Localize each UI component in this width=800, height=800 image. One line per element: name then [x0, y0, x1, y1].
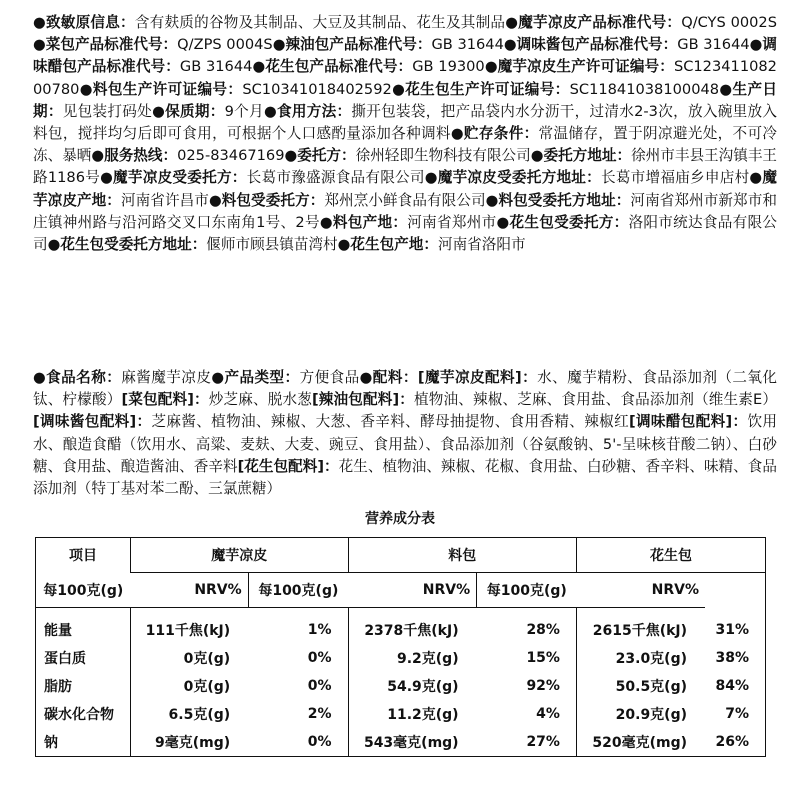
product-info-paragraph [33, 12, 777, 256]
info-value: SC12341108200780 [33, 58, 777, 98]
per100-value: 520毫克(mg) [576, 728, 705, 757]
info-label: ●花生包受委托方： [496, 213, 629, 231]
per100-value: 2378千焦(kJ) [348, 616, 477, 644]
info-label: ●保质期： [152, 102, 225, 120]
info-value: 洛阳市统达食品有限公司 [33, 213, 777, 254]
info-value: 河南省郑州市 [407, 213, 497, 231]
ingredient-value: 饮用水、酿造食醋（饮用水、高粱、麦麸、大麦、豌豆、食用盐）、食品添加剂（谷氨酸钠、5'-呈味核苷酸二钠）、白砂糖、食用盐、酿造酱油、香辛料 [33, 413, 778, 475]
per100-value: 50.5克(g) [576, 672, 705, 700]
info-label: ●生产日期： [33, 80, 777, 120]
per100-value: 9毫克(mg) [131, 728, 249, 757]
nutrient-name: 碳水化合物 [44, 707, 114, 723]
nrv-value: 15% [526, 650, 560, 666]
info-value: 9个月 [224, 102, 264, 120]
ingredient-value: 方便食品 [299, 369, 360, 386]
nrv-header: NRV% [576, 573, 705, 608]
table-row [36, 672, 766, 700]
nrv-value: 4% [536, 706, 560, 722]
nrv-value: 2% [307, 706, 332, 722]
info-value: 撕开包装袋，把产品袋内水分沥干，过清水2-3次，放入碗里放入料包，搅拌均匀后即可食用，可根据个人口感酌量添加各种调料 [33, 102, 778, 143]
info-label: ●花生包受委托方地址： [47, 236, 207, 254]
ingredient-label: [花生包配料]： [237, 457, 339, 475]
info-value: Q/CYS 0002S [681, 14, 777, 31]
nutrition-table [35, 537, 766, 757]
info-label: ●辣油包产品标准代号： [272, 36, 432, 54]
info-label: ●魔芋凉皮受委托方： [100, 169, 247, 187]
info-value: GB 31644 [179, 58, 253, 76]
info-label: ●菜包产品标准代号： [33, 36, 178, 54]
table-row [36, 644, 766, 672]
nutrient-name: 能量 [44, 623, 72, 639]
ingredient-value: 芝麻酱、植物油、辣椒、大葱、香辛料、酵母抽提物、食用香精、辣椒红 [151, 413, 630, 431]
info-label: ●调味酱包产品标准代号： [503, 36, 678, 54]
table-row [36, 616, 766, 644]
ingredient-label: [调味醋包配料]： [629, 413, 748, 431]
info-label: ●花生包产地： [337, 236, 438, 254]
ingredient-value: 麻酱魔芋凉皮 [121, 369, 212, 386]
info-value: GB 31644 [431, 36, 504, 54]
info-value: GB 31644 [677, 36, 750, 54]
ingredient-value: 炒芝麻、脱水葱 [208, 391, 312, 409]
group-header-konjac: 魔芋凉皮 [131, 538, 349, 573]
ingredient-label: [菜包配料]： [121, 391, 209, 409]
nrv-header: NRV% [131, 573, 249, 608]
nrv-value: 84% [715, 678, 749, 694]
nrv-value: 7% [725, 706, 749, 722]
nrv-value: 0% [307, 678, 332, 694]
info-label: ●料包受委托方： [208, 191, 325, 209]
info-value: 长葛市豫盛源食品有限公司 [246, 169, 425, 187]
table-row [36, 700, 766, 728]
info-label: ●花生包产品标准代号： [252, 58, 413, 76]
per100-value: 54.9克(g) [348, 672, 477, 700]
info-label: ●食用方法： [263, 102, 352, 120]
info-label: ●魔芋凉皮受委托方地址： [424, 169, 601, 187]
per100-value: 9.2克(g) [348, 644, 477, 672]
nrv-value: 92% [526, 678, 560, 694]
info-value: 河南省郑州市新郑市和庄镇神州路与沿河路交叉口东南角1号、2号 [33, 191, 777, 231]
info-label: ●贮存条件： [450, 125, 539, 143]
ingredient-value: 花生、植物油、辣椒、花椒、食用盐、白砂糖、香辛料、味精、食品添加剂（特丁基对苯二酚、三氯蔗糖） [33, 457, 777, 498]
nutrition-table-title: 营养成分表 [365, 511, 435, 527]
info-label: ●花生包生产许可证编号： [391, 80, 570, 98]
ingredient-label: [魔芋凉皮配料]： [417, 369, 538, 386]
ingredient-label: ●食品名称： [33, 369, 122, 386]
per100-value: 2615千焦(kJ) [576, 616, 705, 644]
group-header-peanut: 花生包 [576, 538, 765, 573]
info-value: 见包装打码处 [62, 102, 153, 120]
info-value: 长葛市增福庙乡申店村 [601, 169, 750, 187]
ingredient-label: [辣油包配料]： [311, 391, 415, 409]
ingredient-label: ●产品类型： [211, 369, 300, 386]
nrv-value: 26% [715, 734, 749, 750]
info-label: ●魔芋凉皮产地： [33, 169, 777, 209]
per100-value: 111千焦(kJ) [131, 616, 249, 644]
ingredients-paragraph [33, 367, 777, 500]
info-value: 河南省洛阳市 [437, 236, 526, 254]
info-value: 含有麸质的谷物及其制品、大豆及其制品、花生及其制品 [134, 14, 506, 31]
info-value: Q/ZPS 0004S [177, 36, 273, 54]
per100-value: 20.9克(g) [576, 700, 705, 728]
info-label: ●委托方地址： [530, 147, 632, 165]
info-label: ●委托方： [284, 147, 356, 165]
per100-value: 6.5克(g) [131, 700, 249, 728]
ingredient-label: ●配料： [359, 369, 418, 386]
info-label: ●调味醋包产品标准代号： [33, 36, 778, 76]
info-label: ●服务热线： [91, 147, 178, 165]
ingredient-value: 水、魔芋精粉、食品添加剂（二氧化钛、柠檬酸） [33, 369, 777, 409]
info-label: ●魔芋凉皮生产许可证编号： [484, 58, 674, 76]
ingredient-value: 植物油、辣椒、芝麻、食用盐、食品添加剂（维生素E） [414, 391, 777, 409]
per100-header: 每100克(g) [248, 573, 348, 608]
info-value: 徐州市丰县王沟镇丰王路1186号 [33, 147, 778, 187]
nrv-value: 28% [526, 622, 560, 638]
per100-value: 0克(g) [131, 644, 249, 672]
item-header: 项目 [69, 548, 97, 565]
per100-header: 每100克(g) [477, 573, 577, 608]
nrv-value: 27% [526, 734, 560, 750]
info-label: ●魔芋凉皮产品标准代号： [505, 14, 682, 31]
info-label: ●料包受委托方地址： [485, 191, 631, 209]
nutrient-name: 蛋白质 [44, 651, 86, 667]
group-header-sauce: 料包 [348, 538, 576, 573]
per100-value: 0克(g) [131, 672, 249, 700]
nrv-value: 38% [715, 650, 749, 666]
nutrient-name: 钠 [44, 735, 58, 751]
nrv-value: 0% [307, 734, 332, 750]
per100-value: 543毫克(mg) [348, 728, 477, 757]
info-value: 河南省许昌市 [120, 191, 209, 209]
nrv-header: NRV% [348, 573, 477, 608]
info-value: SC10341018402592 [242, 80, 392, 98]
nutrient-name: 脂肪 [44, 679, 72, 695]
info-value: 常温储存，置于阴凉避光处，不可冷冻、暴晒 [33, 125, 777, 165]
per100-header: 每100克(g) [36, 573, 131, 608]
per100-value: 23.0克(g) [576, 644, 705, 672]
info-value: 偃师市顾县镇苗湾村 [206, 236, 338, 254]
per100-value: 11.2克(g) [348, 700, 477, 728]
info-label: ●料包产地： [319, 213, 408, 231]
nrv-value: 31% [715, 622, 749, 638]
nrv-value: 0% [307, 650, 332, 666]
info-value: 郑州烹小鲜食品有限公司 [324, 191, 486, 209]
nrv-value: 1% [307, 622, 332, 638]
info-value: 025-83467169 [177, 147, 285, 165]
info-value: 徐州轻即生物科技有限公司 [355, 147, 531, 165]
ingredient-label: [调味酱包配料]： [33, 413, 152, 431]
info-value: GB 19300 [412, 58, 485, 76]
info-label: ●料包生产许可证编号： [79, 80, 243, 98]
info-value: SC11841038100048 [569, 80, 720, 98]
table-row [36, 728, 766, 757]
info-label: ●致敏原信息： [33, 14, 135, 31]
